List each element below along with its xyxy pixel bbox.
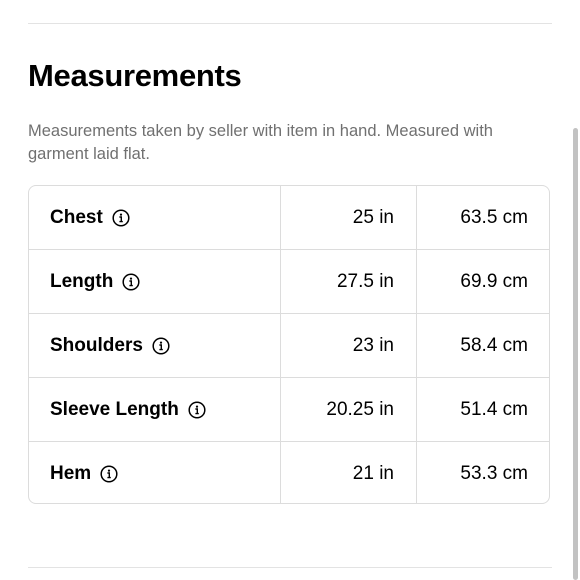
measurement-label: Length: [50, 270, 114, 292]
bottom-divider: [28, 567, 552, 568]
measurement-inches: 21 in: [281, 442, 417, 504]
info-icon[interactable]: [100, 465, 118, 483]
measurement-centimeters: 51.4 cm: [460, 398, 528, 420]
measurement-inches: 25 in: [281, 186, 417, 249]
scrollbar[interactable]: [573, 128, 578, 580]
measurement-label: Hem: [50, 462, 92, 484]
measurement-label-cell: [29, 378, 281, 441]
section-title: Measurements: [28, 58, 242, 93]
measurement-label-cell: [29, 314, 281, 377]
top-divider: [28, 23, 552, 24]
measurement-label-cell: [29, 250, 281, 313]
measurement-centimeters: 63.5 cm: [460, 206, 528, 228]
section-description: Measurements taken by seller with item in hand. Measured with garment laid flat.: [28, 122, 493, 163]
measurement-inches: 23 in: [281, 314, 417, 377]
measurement-label: Chest: [50, 206, 103, 228]
measurement-row-hem: [29, 442, 549, 504]
measurement-label-cell: [29, 186, 281, 249]
measurements-table: [28, 185, 550, 504]
measurement-inches: 20.25 in: [281, 378, 417, 441]
measurement-label: Shoulders: [50, 334, 143, 356]
measurement-label: Sleeve Length: [50, 398, 179, 420]
measurement-centimeters: 69.9 cm: [460, 270, 528, 292]
info-icon[interactable]: [122, 273, 140, 291]
measurement-row-length: [29, 250, 549, 314]
measurement-centimeters: 58.4 cm: [460, 334, 528, 356]
info-icon[interactable]: [152, 337, 170, 355]
measurement-row-shoulders: [29, 314, 549, 378]
measurement-inches: 27.5 in: [281, 250, 417, 313]
measurement-row-chest: [29, 186, 549, 250]
info-icon[interactable]: [188, 401, 206, 419]
info-icon[interactable]: [112, 209, 130, 227]
measurement-centimeters: 53.3 cm: [460, 462, 528, 484]
measurement-label-cell: [29, 442, 281, 504]
measurement-row-sleeve-length: [29, 378, 549, 442]
